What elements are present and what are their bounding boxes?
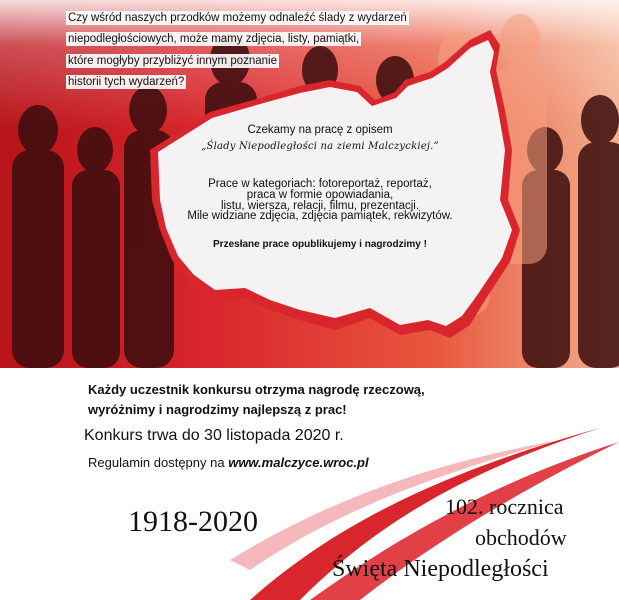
intro-line: historii tych wydarzeń?	[68, 76, 185, 88]
rules-prefix: Regulamin dostępny na	[88, 455, 229, 470]
categories-line: Mile widziane zdjęcia, zdjęcia pamiątek, rekwizytów.	[187, 210, 453, 222]
prize-line: wyróżnimy i nagrodzimy najlepszą z prac!	[88, 402, 347, 417]
years-heading: 1918-2020	[128, 505, 258, 538]
contest-title-quote: „Ślady Niepodległości na ziemi Malczyckiej.”	[201, 141, 439, 152]
categories-line: listu, wiersza, relacji, filmu, prezentacji.	[220, 200, 420, 212]
anniversary-line: 102. rocznica	[445, 494, 564, 519]
waiting-text: Czekamy na pracę z opisem	[247, 124, 393, 136]
anniversary-line: Święta Niepodległości	[332, 556, 549, 582]
intro-line: Czy wśród naszych przodków możemy odnaleźć ślady z wydarzeń	[68, 12, 407, 24]
anniversary-line: obchodów	[475, 525, 567, 550]
prize-line: Każdy uczestnik konkursu otrzyma nagrodę rzeczową,	[88, 382, 425, 397]
categories-line: Prace w kategoriach: fotoreportaż, reportaż,	[208, 178, 432, 190]
intro-line: które mogłyby przybliżyć innym poznanie	[68, 55, 278, 67]
intro-line: niepodległościowych, może mamy zdjęcia, listy, pamiątki,	[68, 33, 360, 45]
rules-text	[88, 455, 369, 470]
deadline-text: Konkurs trwa do 30 listopada 2020 r.	[84, 427, 344, 444]
categories-line: praca w formie opowiadania,	[246, 189, 394, 201]
rules-link[interactable]: www.malczyce.wroc.pl	[228, 455, 369, 470]
published-text: Przesłane prace opublikujemy i nagrodzimy !	[213, 239, 427, 250]
